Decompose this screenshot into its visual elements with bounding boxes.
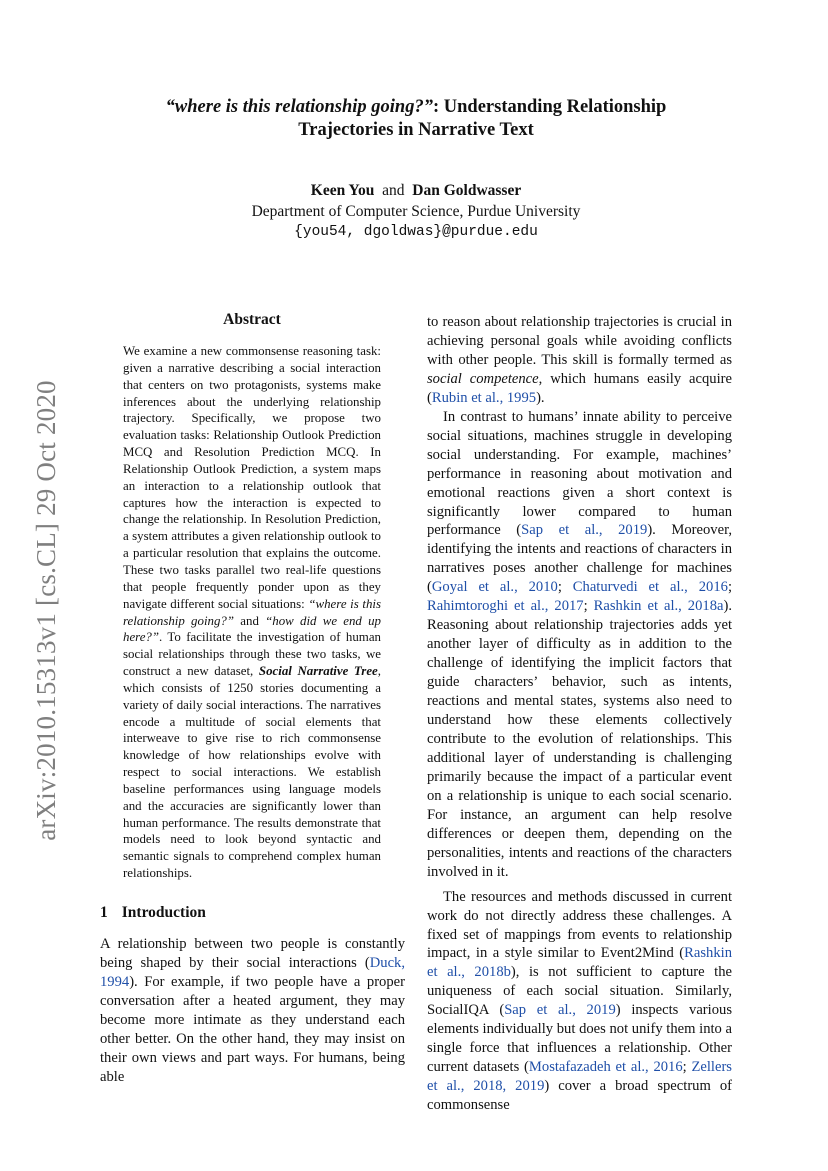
- paragraph-text: A relationship between two people is constantly being shaped by their social interactions (: [100, 936, 405, 971]
- citation-zellers[interactable]: Zellers et al., 2018, 2019: [427, 1059, 732, 1095]
- paragraph-text: ) cover a broad spectrum of commonsense: [427, 1078, 732, 1114]
- abstract-text: We examine a new commonsense reasoning task: given a narrative describing a social interaction that centers on two protagonists, systems make inferences about the underlying relationship trajectory. Specifically, we propose two evaluation tasks: Relationship Outlook Prediction MCQ and Resolution Prediction MCQ. In Relationship Outlook Prediction, a system maps an interaction to a relationship outlook that captures how the interaction is expected to change the relationship. In Resolution Prediction, a system attributes a given relationship outlook to a particular resolution that explains the outcome. These two tasks parallel two real-life questions that people frequently ponder upon as they navigate different social situations:: [123, 344, 381, 611]
- arxiv-stamp: [24, 360, 68, 860]
- section-number: 1: [100, 904, 108, 921]
- title-line-2: Trajectories in Narrative Text: [298, 120, 534, 140]
- author-block: [100, 180, 732, 243]
- paragraph-text: ) inspects various elements individually but does not unify them into a single force that influences a relationship. Other current datasets (: [427, 1002, 732, 1076]
- section-heading-introduction: [100, 904, 206, 922]
- intro-left-column: [100, 935, 405, 1087]
- section-title: Introduction: [121, 904, 206, 921]
- title-rest: : Understanding Relationship: [432, 97, 667, 117]
- paragraph-text: , which humans easily acquire (: [427, 370, 732, 406]
- citation-rahimtoroghi[interactable]: Rahimtoroghi et al., 2017: [427, 598, 584, 615]
- abstract-body: [123, 343, 381, 882]
- paragraph-text: ;: [682, 1059, 692, 1076]
- intro-right-column: [427, 313, 732, 1115]
- paragraph-text: ). For example, if two people have a proper conversation after a heated argument, they may become more intimate as they understand each other better. On the other hand, they may insist on their own views and part ways. For humans, being able: [100, 973, 405, 1085]
- affiliation: Department of Computer Science, Purdue University: [251, 203, 581, 220]
- abstract-text: . To facilitate the investigation of human social relationships through these two tasks, we construct a new dataset,: [123, 630, 381, 679]
- citation-rubin[interactable]: Rubin et al., 1995: [431, 389, 537, 406]
- paragraph-text: ). Moreover, identifying the intents and reactions of characters in narratives poses another challenge for machines (: [427, 522, 732, 596]
- abstract-heading: Abstract: [223, 311, 281, 328]
- arxiv-stamp-text: arXiv:2010.15313v1 [cs.CL] 29 Oct 2020: [30, 379, 61, 841]
- intro-paragraph-1: [100, 935, 405, 1087]
- abstract-quote-2: “how did we end up here?”: [123, 613, 382, 645]
- abstract-quote-1: “where is this relationship going?”: [123, 596, 381, 628]
- citation-duck[interactable]: Duck, 1994: [100, 954, 405, 990]
- author-2: Dan Goldwasser: [412, 182, 522, 199]
- dataset-name: Social Narrative Tree: [258, 664, 378, 679]
- paragraph-text: ;: [557, 579, 573, 596]
- author-names: [100, 180, 732, 201]
- citation-rashkin-b[interactable]: Rashkin et al., 2018b: [427, 945, 732, 981]
- paragraph-text: ), is not sufficient to capture the uniqueness of each social situation. Similarly, SocialIQA (: [427, 964, 732, 1019]
- citation-chaturvedi[interactable]: Chaturvedi et al., 2016: [572, 579, 728, 596]
- term-social-competence: social competence: [427, 370, 539, 387]
- author-1: Keen You: [310, 182, 375, 199]
- paragraph-text: to reason about relationship trajectories is crucial in achieving personal goals while avoiding conflicts with other people. This skill is formally termed as: [427, 314, 732, 368]
- intro-paragraph-2: [427, 408, 732, 882]
- author-and: and: [382, 182, 405, 199]
- title-line-1: [100, 96, 732, 119]
- paragraph-text: In contrast to humans’ innate ability to perceive social situations, machines struggle in developing social understanding. For example, machines’ performance in reasoning about motivation and emotional reactions given a short context is significantly lower compared to human performance (: [427, 408, 732, 539]
- paragraph-text: ). Reasoning about relationship trajectories adds yet another layer of difficulty as in addition to the challenge of identifying the implicit factors that guide characters’ behavior, such as intents, reactions and mental states, systems also need to understand how these elements collectively contribute to the evolution of relationships. This additional layer of understanding is challenging primarily because the impact of a particular event on a relationship is unique to each social scenario. For instance, an argument can help resolve differences or deepen them, depending on the personalities, intents and reactions of the characters involved in it.: [427, 598, 732, 880]
- title-quote: “where is this relationship going?”: [165, 97, 433, 117]
- citation-mostafazadeh[interactable]: Mostafazadeh et al., 2016: [528, 1059, 683, 1076]
- email: {you54, dgoldwas}@purdue.edu: [294, 224, 538, 240]
- paragraph-text: ;: [727, 579, 732, 596]
- citation-rashkin-a[interactable]: Rashkin et al., 2018a: [593, 598, 724, 615]
- citation-sap[interactable]: Sap et al., 2019: [504, 1002, 616, 1019]
- paragraph-text: The resources and methods discussed in current work do not directly address these challenges. A fixed set of mappings from events to relationship impact, in a style similar to Event2Mind (: [427, 888, 732, 962]
- paper-title: [100, 96, 732, 142]
- citation-goyal[interactable]: Goyal et al., 2010: [431, 579, 558, 596]
- paragraph-text: ;: [583, 598, 594, 615]
- citation-sap[interactable]: Sap et al., 2019: [521, 522, 648, 539]
- intro-paragraph-3: [427, 888, 732, 1115]
- intro-paragraph-1-continued: [427, 313, 732, 408]
- paragraph-text: ).: [536, 389, 545, 406]
- abstract-text: , which consists of 1250 stories documenting a variety of daily social interactions. The narratives encode a multitude of social elements that interweave to give rise to rich commonsense knowledge of how relationships evolve with respect to social interactions. We establish baseline performances using language models and the accuracies are significantly lower than human performance. The results demonstrate that models need to look beyond syntactic and semantic signals to comprehend complex human relationships.: [123, 664, 381, 881]
- abstract-text: and: [234, 613, 266, 628]
